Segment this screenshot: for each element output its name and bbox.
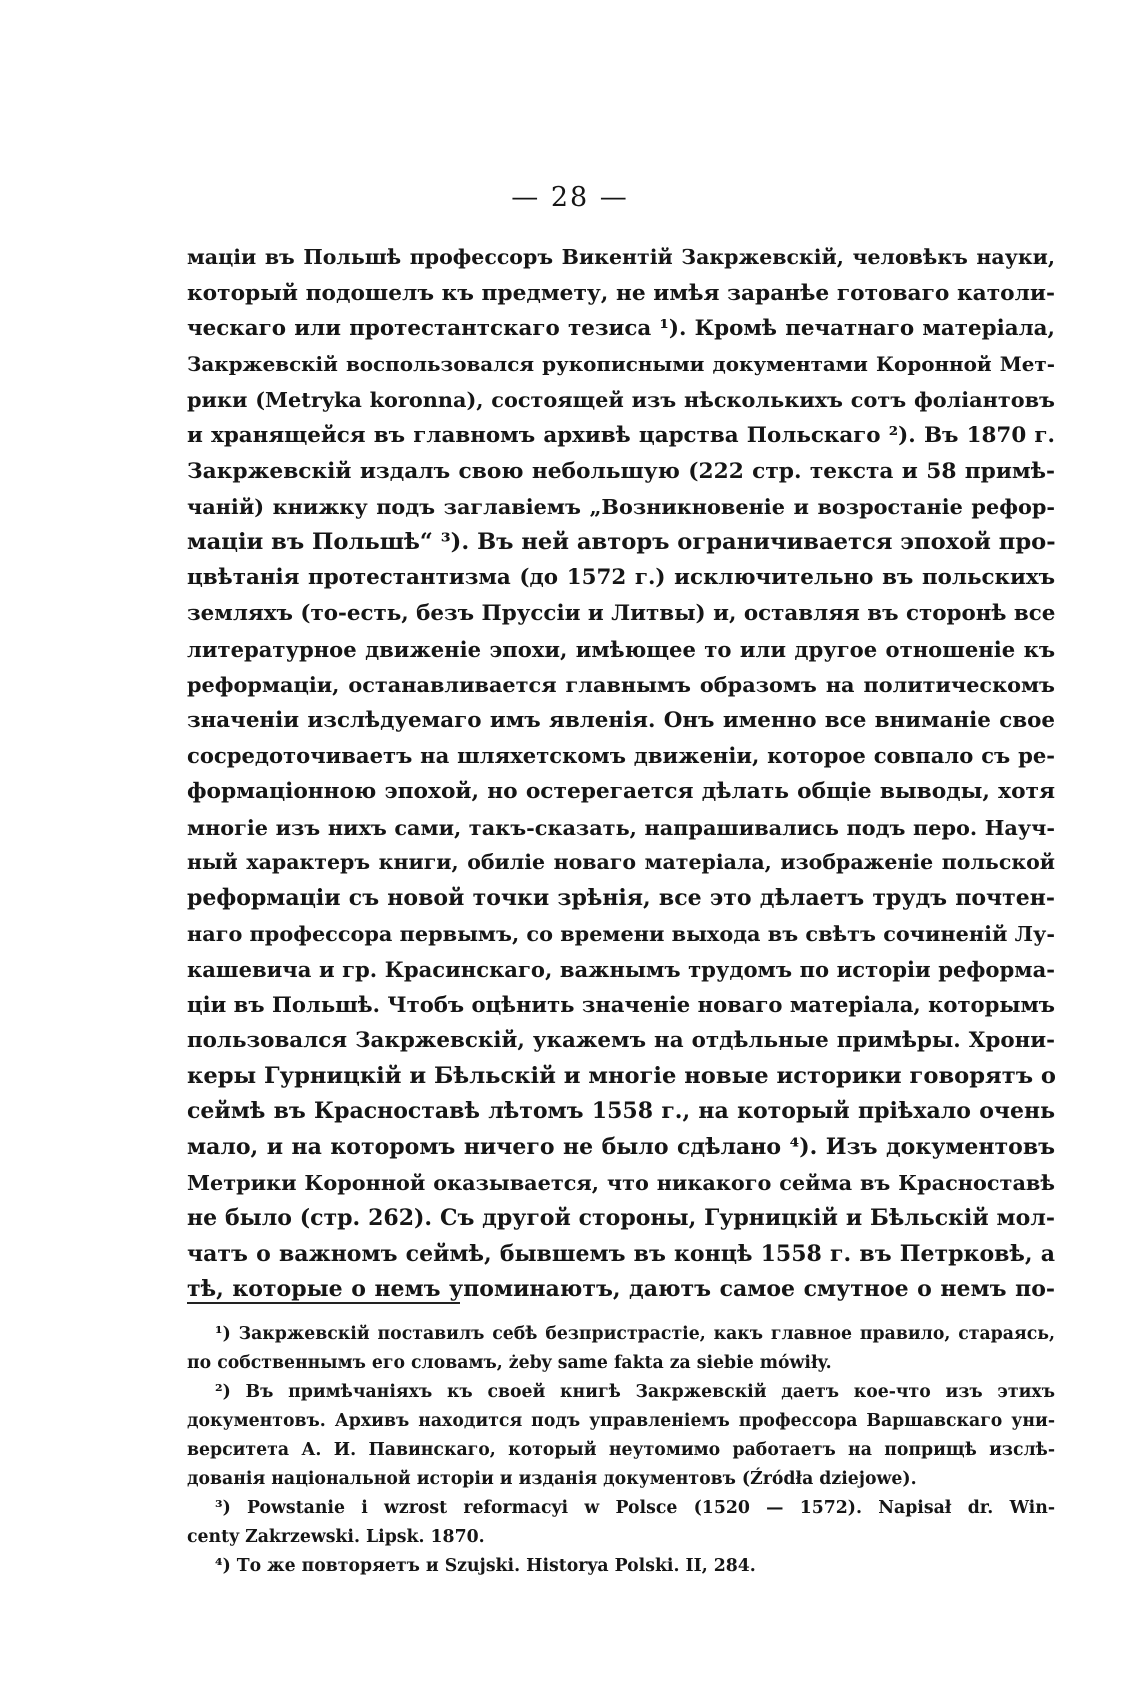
footnote-line: ⁴) То же повторяетъ и Szujski. Historya Polski. II, 284. [215,1556,756,1576]
footnote-line: по собственнымъ его словамъ, żeby same fakta za siebie mówiły. [187,1353,832,1373]
footnote [187,1320,1055,1378]
body-line: формаціонною эпохой, но остерегается дѣлать общіе выводы, хотя [187,778,1055,804]
body-line: ціи въ Польшѣ. Чтобъ оцѣнить значеніе новаго матеріала, которымъ [187,992,1055,1018]
body-line: сеймѣ въ Красноставѣ лѣтомъ 1558 г., на который пріѣхало очень [187,1098,1055,1125]
footnotes [187,1320,1055,1581]
footnote [187,1378,1055,1494]
footnote-line: centy Zakrzewski. Lipsk. 1870. [187,1527,485,1547]
footnote [187,1552,1055,1581]
footnote-line: ³) Powstanie i wzrost reformacyi w Polsce (1520 — 1572). Napisał dr. Win- [215,1498,1055,1518]
body-text [187,240,1055,1308]
body-line: литературное движеніе эпохи, имѣющее то или другое отношеніе къ [187,636,1055,662]
footnote-divider [187,1302,460,1304]
body-line: кашевича и гр. Красинскаго, важнымъ трудомъ по исторіи реформа- [187,956,1055,982]
body-line: земляхъ (то-есть, безъ Пруссіи и Литвы) и, оставляя въ сторонѣ все [187,600,1056,626]
footnote [187,1494,1055,1552]
footnote-line: верситета А. И. Павинскаго, который неутомимо работаетъ на поприщѣ изслѣ- [187,1440,1055,1460]
body-line: тѣ, которые о немъ упоминаютъ, даютъ самое смутное о немъ по- [187,1276,1055,1303]
body-line: который подошелъ къ предмету, не имѣя заранѣе готоваго католи- [187,280,1055,306]
body-line: маціи въ Польшѣ“ ³). Въ ней авторъ ограничивается эпохой про- [187,528,1056,555]
body-line: маціи въ Польшѣ профессоръ Викентій Закржевскій, человѣкъ науки, [187,245,1055,269]
body-line: пользовался Закржевскій, укажемъ на отдѣльные примѣры. Хрони- [187,1028,1055,1054]
body-line: реформаціи, останавливается главнымъ образомъ на политическомъ [187,672,1055,698]
body-line: ческаго или протестантскаго тезиса ¹). Кромѣ печатнаго матеріала, [187,316,1055,342]
body-line: Метрики Коронной оказывается, что никакого сейма въ Красноставѣ [187,1170,1055,1196]
body-line: цвѣтанія протестантизма (до 1572 г.) исключительно въ польскихъ [187,565,1055,591]
body-line: и хранящейся въ главномъ архивѣ царства Польскаго ²). Въ 1870 г. [187,422,1055,448]
body-line: Закржевскій издалъ свою небольшую (222 стр. текста и 58 примѣ- [187,458,1055,484]
footnote-line: ¹) Закржевскій поставилъ себѣ безпристрастіе, какъ главное правило, стараясь, [215,1324,1055,1344]
footnote-line: документовъ. Архивъ находится подъ управленіемъ профессора Варшавскаго уни- [187,1411,1055,1431]
body-line: реформаціи съ новой точки зрѣнія, все это дѣлаетъ трудъ почтен- [187,884,1055,911]
body-line: керы Гурницкій и Бѣльскій и многіе новые историки говорятъ о [187,1062,1056,1089]
body-line: чатъ о важномъ сеймѣ, бывшемъ въ концѣ 1558 г. въ Петрковѣ, а [187,1240,1055,1267]
body-line: многіе изъ нихъ сами, такъ-сказать, напрашивались подъ перо. Науч- [187,814,1055,840]
body-line: мало, и на которомъ ничего не было сдѣлано ⁴). Изъ документовъ [187,1133,1055,1160]
body-line: значеніи изслѣдуемаго имъ явленія. Онъ именно все вниманіе свое [187,707,1055,733]
body-line: чаній) книжку подъ заглавіемъ „Возникновеніе и возростаніе рефор- [187,494,1055,520]
body-line: сосредоточиваетъ на шляхетскомъ движеніи, которое совпало съ ре- [187,743,1055,769]
footnote-line: ²) Въ примѣчаніяхъ къ своей книгѣ Закржевскій даетъ кое-что изъ этихъ [215,1382,1055,1402]
body-line: ный характеръ книги, обиліе новаго матеріала, изображеніе польской [187,850,1055,875]
footnote-line: дованія національной исторіи и изданія документовъ (Źródła dziejowe). [187,1469,917,1489]
body-line: не было (стр. 262). Съ другой стороны, Гурницкій и Бѣльскій мол- [187,1205,1055,1232]
body-line: наго профессора первымъ, со времени выхода въ свѣтъ сочиненій Лу- [187,921,1055,947]
page-number: — 28 — [511,182,629,213]
body-line: Закржевскій воспользовался рукописными документами Коронной Мет- [187,351,1055,376]
body-line: рики (Metryka koronna), состоящей изъ нѣсколькихъ сотъ фоліантовъ [187,387,1055,413]
